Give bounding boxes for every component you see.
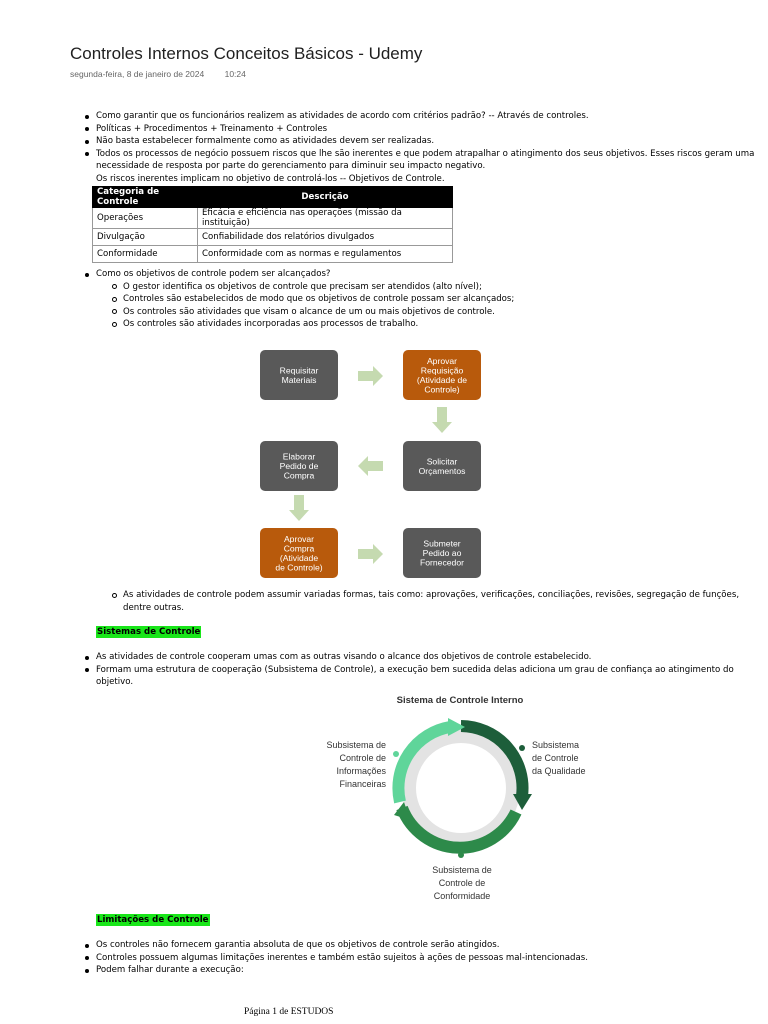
- label-financial: Informações: [336, 766, 386, 776]
- objectives-subitem: Os controles são atividades que visam o alcance de um ou mais objetivos de controle.: [123, 306, 763, 319]
- section-heading-limits: Limitações de Controle: [97, 915, 209, 925]
- limits-bullet: Podem falhar durante a execução:: [96, 964, 760, 977]
- risk-note: Os riscos inerentes implicam no objetivo de controlá-los -- Objetivos de Controle.: [96, 173, 445, 184]
- intro-list: [96, 110, 760, 186]
- table-cell: Divulgação: [93, 229, 198, 246]
- flow-step-label: Aprovar: [426, 355, 458, 366]
- table-row: [93, 246, 453, 263]
- page-footer: Página 1 de ESTUDOS: [244, 1007, 334, 1017]
- cycle-ring: [409, 736, 513, 840]
- systems-bullet: Formam uma estrutura de cooperação (Subsistema de Controle), a execução bem sucedida delas adiciona um grau de confiança ao atingimento do objetivo.: [96, 664, 760, 689]
- limits-list: [96, 939, 760, 977]
- flow-step-label: (Atividade de: [416, 374, 468, 385]
- cycle-title: Sistema de Controle Interno: [396, 695, 524, 706]
- dot: [519, 745, 525, 751]
- flow-step-label: Requisição: [420, 365, 464, 376]
- page-time: 10:24: [224, 69, 246, 79]
- flow-step-label: Aprovar: [283, 533, 315, 544]
- dot: [393, 751, 399, 757]
- flow-step: [403, 528, 481, 578]
- arrow-right: [358, 366, 383, 386]
- flow-step-label: Fornecedor: [420, 557, 464, 568]
- flow-step-label: Controle): [424, 384, 460, 395]
- systems-bullet: As atividades de controle cooperam umas com as outras visando o alcance dos objetivos de controle estabelecido.: [96, 651, 760, 664]
- objectives-subitem: O gestor identifica os objetivos de controle que precisam ser atendidos (alto nível);: [123, 281, 763, 294]
- arrow-down: [432, 407, 452, 433]
- intro-bullet: Todos os processos de negócio possuem riscos que lhe são inerentes e que podem atrapalhar o atingimento dos seus objetivos. Esses riscos geram uma necessidade de resposta por parte do gerenciamento para diminuir seu impacto negativo.: [96, 148, 760, 173]
- flow-step: [260, 528, 338, 578]
- flow-step: [403, 350, 481, 400]
- label-quality: da Qualidade: [532, 766, 586, 776]
- objectives-sublist: [123, 281, 763, 331]
- flow-step-label: Submeter: [423, 538, 461, 549]
- intro-bullet: Como garantir que os funcionários realizem as atividades de acordo com critérios padrão? -- Através de controles.: [96, 110, 760, 123]
- flow-step: [260, 441, 338, 491]
- table-cell: Eficácia e eficiência nas operações (missão da instituição): [198, 208, 453, 229]
- flow-step: [403, 441, 481, 491]
- label-financial: Subsistema de: [326, 740, 386, 750]
- table-cell: Confiabilidade dos relatórios divulgados: [198, 229, 453, 246]
- label-financial: Controle de: [339, 753, 386, 763]
- intro-bullet: Não basta estabelecer formalmente como as atividades devem ser realizadas.: [96, 135, 760, 148]
- section-heading-systems: Sistemas de Controle: [97, 627, 201, 637]
- objectives-list: [96, 268, 760, 281]
- table-cell: Conformidade com as normas e regulamentos: [198, 246, 453, 263]
- flow-step-label: Pedido de: [279, 461, 319, 471]
- objectives-question: Como os objetivos de controle podem ser alcançados?: [96, 268, 760, 281]
- control-categories-table: [92, 186, 453, 263]
- label-quality: de Controle: [532, 753, 579, 763]
- internal-control-cycle-diagram: [300, 690, 600, 905]
- table-header: Categoria de Controle: [93, 187, 198, 208]
- flow-step-label: de Controle): [275, 562, 323, 573]
- systems-list: [96, 651, 760, 689]
- page-title: Controles Internos Conceitos Básicos - Udemy: [70, 44, 423, 63]
- intro-bullet: Políticas + Procedimentos + Treinamento + Controles: [96, 123, 760, 136]
- table-cell: Operações: [93, 208, 198, 229]
- table-header: Descrição: [198, 187, 453, 208]
- flow-step-label: Elaborar: [282, 451, 316, 462]
- dot: [458, 852, 464, 858]
- table-cell: Conformidade: [93, 246, 198, 263]
- flow-step-label: Materiais: [281, 374, 317, 385]
- limits-bullet: Controles possuem algumas limitações inerentes e também estão sujeitos à ações de pessoas mal-intencionadas.: [96, 952, 760, 965]
- label-quality: Subsistema: [532, 740, 580, 750]
- control-forms-list: [123, 589, 763, 614]
- flow-step-label: Compra: [283, 470, 315, 481]
- page-meta: [70, 69, 246, 79]
- label-compliance: Controle de: [438, 878, 486, 888]
- arrow-left: [358, 456, 383, 476]
- flow-step-label: Solicitar: [426, 456, 458, 467]
- label-compliance: Subsistema de: [432, 865, 492, 875]
- table-row: [93, 208, 453, 229]
- label-compliance: Conformidade: [433, 891, 491, 901]
- arrow-down: [289, 495, 309, 521]
- table-row: [93, 229, 453, 246]
- label-financial: Financeiras: [339, 779, 386, 789]
- flow-step-label: Compra: [283, 543, 315, 554]
- flow-step-label: (Atividade: [279, 552, 319, 563]
- flow-step-label: Pedido ao: [422, 548, 462, 558]
- arrow-right: [358, 544, 383, 564]
- process-flow-diagram: [255, 345, 490, 585]
- flow-step-label: Requisitar: [279, 365, 319, 376]
- page-date: segunda-feira, 8 de janeiro de 2024: [70, 69, 205, 79]
- objectives-subitem: Os controles são atividades incorporadas aos processos de trabalho.: [123, 318, 763, 331]
- objectives-subitem: Controles são estabelecidos de modo que os objetivos de controle possam ser alcançados;: [123, 293, 763, 306]
- limits-bullet: Os controles não fornecem garantia absoluta de que os objetivos de controle serão atingidos.: [96, 939, 760, 952]
- flow-step-label: Orçamentos: [418, 465, 466, 476]
- flow-step: [260, 350, 338, 400]
- control-forms-item: As atividades de controle podem assumir variadas formas, tais como: aprovações, verificações, conciliações, revisões, segregação de funções, dentre outras.: [123, 589, 763, 614]
